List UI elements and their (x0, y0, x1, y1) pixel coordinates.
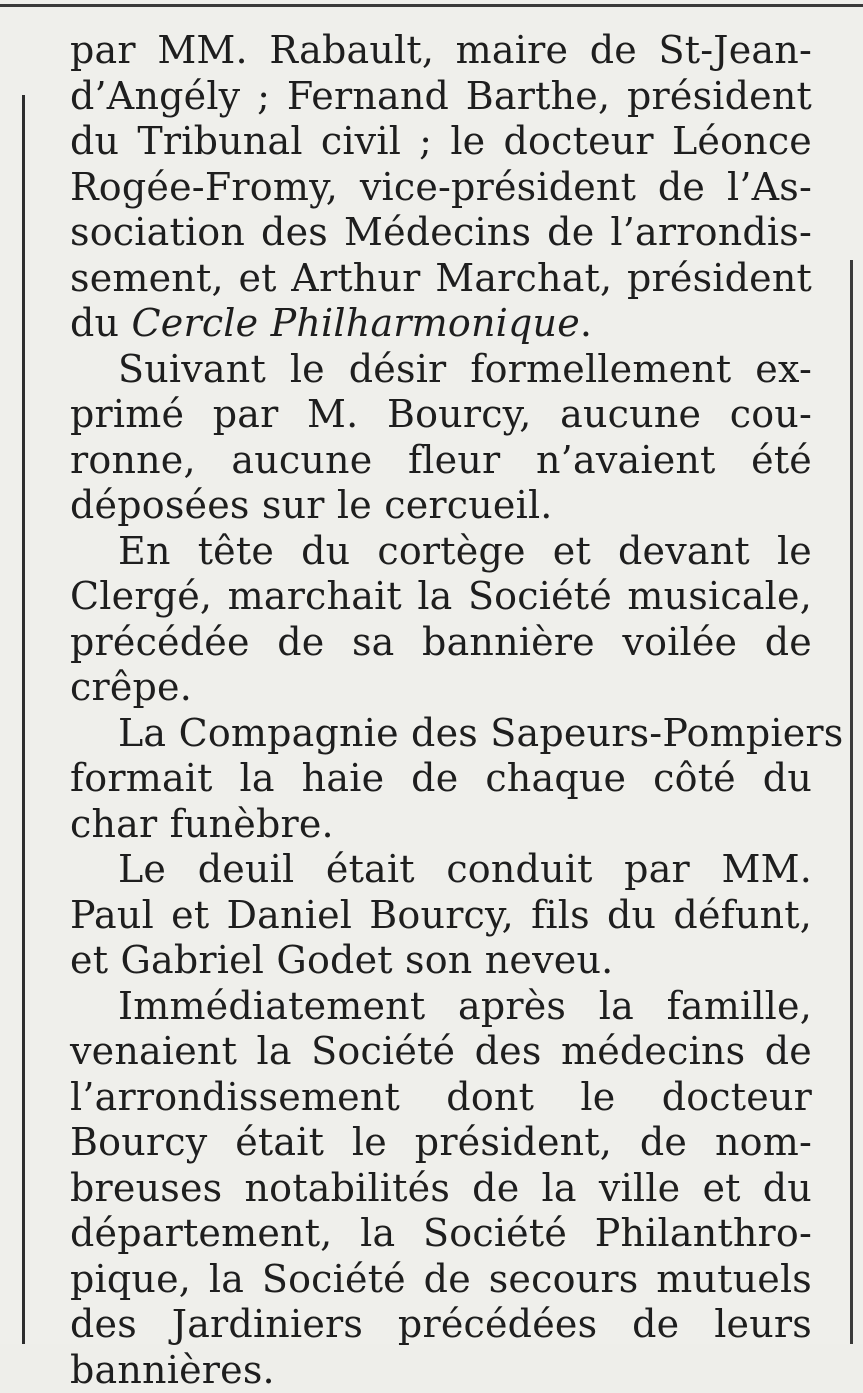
paragraph-6 (70, 984, 812, 1393)
cercle-philharmonique-title: Cercle Philharmonique (131, 301, 579, 345)
right-column-rule (850, 260, 853, 1344)
text-line: par MM. Rabault, maire de St-Jean- (70, 28, 812, 74)
text-line: des Jardiniers précédées de leurs (70, 1302, 812, 1348)
paragraph-3 (70, 529, 812, 711)
text-line: précédée de sa bannière voilée de (70, 620, 812, 666)
text-line (70, 301, 812, 347)
left-column-rule (22, 95, 25, 1344)
text-line: l’arrondissement dont le docteur (70, 1075, 812, 1121)
paragraph-4 (70, 711, 812, 848)
text-line: sement, et Arthur Marchat, président (70, 256, 812, 302)
text-line: Suivant le désir formellement ex- (70, 347, 812, 393)
text-run: du (70, 301, 131, 345)
text-line: Rogée-Fromy, vice-président de l’As- (70, 165, 812, 211)
top-column-rule (0, 4, 863, 7)
text-line: département, la Société Philanthro- (70, 1211, 812, 1257)
text-line: déposées sur le cercueil. (70, 483, 812, 529)
text-line: primé par M. Bourcy, aucune cou- (70, 392, 812, 438)
text-line: d’Angély ; Fernand Barthe, président (70, 74, 812, 120)
article-column (70, 28, 812, 1393)
text-line: Paul et Daniel Bourcy, fils du défunt, (70, 893, 812, 939)
text-line: et Gabriel Godet son neveu. (70, 938, 812, 984)
text-line: breuses notabilités de la ville et du (70, 1166, 812, 1212)
text-line: Immédiatement après la famille, (70, 984, 812, 1030)
paragraph-5 (70, 847, 812, 984)
text-line: Le deuil était conduit par MM. (70, 847, 812, 893)
text-line: bannières. (70, 1348, 812, 1393)
text-line: char funèbre. (70, 802, 812, 848)
text-line: La Compagnie des Sapeurs-Pompiers (70, 711, 812, 757)
text-line: Clergé, marchait la Société musicale, (70, 574, 812, 620)
text-line: formait la haie de chaque côté du (70, 756, 812, 802)
text-line: pique, la Société de secours mutuels (70, 1257, 812, 1303)
paragraph-2 (70, 347, 812, 529)
text-run: . (580, 301, 592, 345)
text-line: ronne, aucune fleur n’avaient été (70, 438, 812, 484)
paragraph-1 (70, 28, 812, 347)
text-line: En tête du cortège et devant le (70, 529, 812, 575)
text-line: sociation des Médecins de l’arrondis- (70, 210, 812, 256)
text-line: crêpe. (70, 665, 812, 711)
text-line: venaient la Société des médecins de (70, 1029, 812, 1075)
text-line: du Tribunal civil ; le docteur Léonce (70, 119, 812, 165)
text-line: Bourcy était le président, de nom- (70, 1120, 812, 1166)
